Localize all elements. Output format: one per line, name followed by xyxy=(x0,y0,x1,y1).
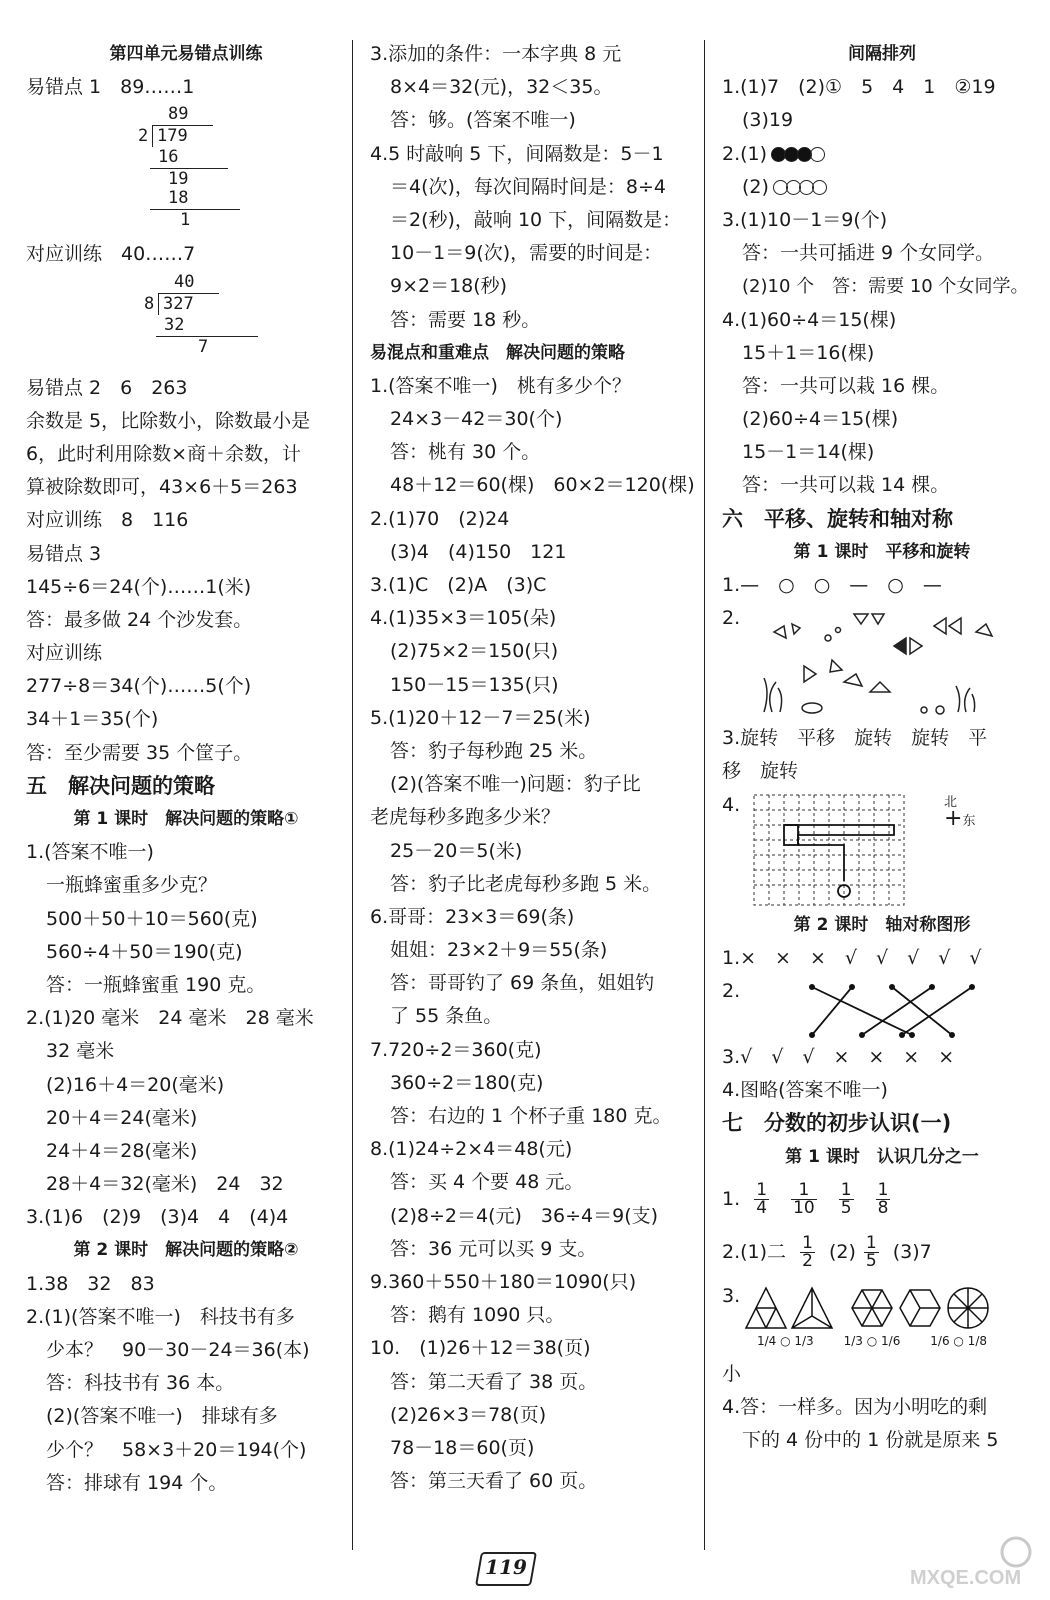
c3-line: 下的 4 份中的 1 份就是原来 5 xyxy=(742,1429,999,1452)
c1-line: 20＋4＝24(毫米) xyxy=(46,1106,198,1129)
c2-line: 7.720÷2＝360(克) xyxy=(370,1038,542,1061)
c2-line: 6.哥哥：23×3＝69(条) xyxy=(370,905,575,928)
dots-answer-1 xyxy=(722,138,1042,171)
c2-line: (2)(答案不唯一)问题：豹子比 xyxy=(390,773,641,796)
fraction xyxy=(791,1179,817,1218)
c2-line: 答：哥哥钓了 69 条鱼，姐姐钓 xyxy=(390,972,655,995)
c1-line: 对应训练 8 116 xyxy=(26,509,189,532)
fraction-den: 8 xyxy=(877,1197,889,1218)
c3-line: 移 旋转 xyxy=(722,760,799,783)
c1-line: 答：至少需要 35 个筐子。 xyxy=(26,741,253,764)
c2-line: 360÷2＝180(克) xyxy=(390,1071,544,1094)
c2-line: 答：豹子比老虎每秒多跑 5 米。 xyxy=(390,872,662,895)
compare-item: 1/6 ○ 1/8 xyxy=(930,1333,987,1348)
watermark-text: MXQE.COM xyxy=(910,1567,1022,1589)
fraction-num: 1 xyxy=(840,1179,852,1200)
dots-answer-2 xyxy=(722,171,1042,204)
watermark-logo xyxy=(906,1522,1036,1592)
c2-line: 78－18＝60(页) xyxy=(390,1436,535,1459)
fraction-den: 5 xyxy=(865,1250,877,1271)
long-division-2 xyxy=(144,271,346,357)
compass-north: 北 xyxy=(944,794,958,810)
c2-line: 2.(1)70 (2)24 xyxy=(370,507,510,530)
long-division-1 xyxy=(138,104,346,231)
c1-line: 2.(1)20 毫米 24 毫米 28 毫米 xyxy=(26,1007,314,1030)
c3-line: 1.× × × √ √ √ √ √ xyxy=(722,946,982,969)
c3-line: 答：一共可插进 9 个女同学。 xyxy=(742,242,995,265)
ld2-remainder: 7 xyxy=(156,336,258,358)
c1-line: 24＋4＝28(毫米) xyxy=(46,1139,198,1162)
c1-line: (2)(答案不唯一) 排球有多 xyxy=(46,1405,278,1428)
lesson-6-2-title: 第 2 课时 轴对称图形 xyxy=(793,914,971,935)
c3-label: (2) xyxy=(828,1240,856,1263)
c2-line: 答：鹅有 1090 只。 xyxy=(390,1304,565,1327)
c2-line: 25－20＝5(米) xyxy=(390,839,523,862)
c2-line: (2)75×2＝150(只) xyxy=(390,640,559,663)
c1-line: 对应训练 xyxy=(26,642,103,665)
fraction xyxy=(839,1179,854,1218)
c1-line: 32 毫米 xyxy=(46,1040,115,1063)
lesson-5-2-title: 第 2 课时 解决问题的策略② xyxy=(73,1240,299,1261)
c3-label: 2.(1) xyxy=(722,142,768,165)
column-2 xyxy=(370,38,695,1498)
c2-line: 9×2＝18(秒) xyxy=(390,275,508,298)
dotted-grid-diagram xyxy=(752,793,922,909)
c2-line: 3.添加的条件：一本字典 8 元 xyxy=(370,43,622,65)
interval-title: 间隔排列 xyxy=(848,44,916,64)
compare-item: 1/4 ○ 1/3 xyxy=(756,1333,814,1348)
c1-line: 余数是 5，比除数小，除数最小是 xyxy=(26,409,311,432)
fraction xyxy=(800,1232,815,1271)
c1-line: 34＋1＝35(个) xyxy=(26,708,159,731)
c3-line: 4.图略(答案不唯一) xyxy=(722,1079,888,1102)
fractions-row-2 xyxy=(722,1224,1042,1280)
c2-line: 10－1＝9(次)，需要的时间是： xyxy=(390,242,663,265)
c3-line: 4.答：一样多。因为小明吃的剩 xyxy=(722,1395,988,1418)
review-heading: 易混点和重难点 解决问题的策略 xyxy=(370,342,625,363)
c1-line: 560÷4＋50＝190(克) xyxy=(46,940,243,963)
c2-line: 答：够。(答案不唯一) xyxy=(390,109,576,132)
sea-shapes-illustration xyxy=(744,602,1034,720)
c2-line: 答：桃有 30 个。 xyxy=(390,441,541,464)
c2-line: 答：第二天看了 38 页。 xyxy=(390,1370,598,1393)
grid-figure xyxy=(722,789,1042,909)
training-1: 对应训练 40……7 xyxy=(26,243,196,266)
ld1-sub1: 16 xyxy=(158,147,179,168)
fraction-num: 1 xyxy=(756,1179,768,1200)
ld1-sub2: 18 xyxy=(168,188,189,209)
c1-line: 少本？ 90－30－24＝36(本) xyxy=(46,1339,310,1361)
c3-label: 2.(1)二 xyxy=(722,1240,787,1263)
c2-line: 答：36 元可以买 9 支。 xyxy=(390,1237,597,1260)
c3-line: 15＋1＝16(棵) xyxy=(742,341,875,364)
c2-line: (2)26×3＝78(页) xyxy=(390,1403,547,1426)
hollow-dot-icon xyxy=(812,180,827,195)
c2-line: 1.(答案不唯一) 桃有多少个？ xyxy=(370,374,631,397)
fraction-num: 1 xyxy=(877,1179,889,1200)
c3-line: (2)60÷4＝15(棵) xyxy=(742,408,899,431)
c2-line: 48＋12＝60(棵) 60×2＝120(棵) xyxy=(390,474,695,497)
fraction-den: 2 xyxy=(802,1250,813,1271)
c2-line: 4.5 时敲响 5 下，间隔数是：5－1 xyxy=(370,142,664,165)
c1-line: 易错点 3 xyxy=(26,542,102,565)
c1-line: 答：最多做 24 个沙发套。 xyxy=(26,608,253,631)
ld2-dividend: 327 xyxy=(158,293,219,315)
c1-line: 答：排球有 194 个。 xyxy=(46,1471,228,1494)
c1-line: (2)16＋4＝20(毫米) xyxy=(46,1073,225,1096)
c2-line: 24×3－42＝30(个) xyxy=(390,408,563,431)
c3-label: 2. xyxy=(722,979,741,1002)
c1-line: 3.(1)6 (2)9 (3)4 4 (4)4 xyxy=(26,1206,289,1229)
c3-line: (3)19 xyxy=(742,109,794,132)
ld2-divisor: 8 xyxy=(144,293,155,314)
c3-line: 3.(1)10－1＝9(个) xyxy=(722,208,888,231)
c3-line: 答：一共可以栽 16 棵。 xyxy=(742,374,950,397)
c2-line: 姐姐：23×2＋9＝55(条) xyxy=(390,939,608,962)
c1-line: 1.(答案不唯一) xyxy=(26,841,154,864)
fractions-row xyxy=(722,1174,1042,1224)
fraction-num: 1 xyxy=(791,1182,817,1200)
section-7-title: 七 分数的初步认识(一) xyxy=(722,1111,952,1136)
lesson-7-1-title: 第 1 课时 认识几分之一 xyxy=(785,1146,979,1167)
column-3 xyxy=(722,38,1042,1457)
c2-line: 4.(1)35×3＝105(朵) xyxy=(370,607,557,630)
c1-line: 277÷8＝34(个)……5(个) xyxy=(26,675,252,698)
fraction-num: 1 xyxy=(865,1232,877,1253)
c3-line: 4.(1)60÷4＝15(棵) xyxy=(722,308,897,331)
c2-line: 3.(1)C (2)A (3)C xyxy=(370,574,547,596)
compare-item: 1/3 ○ 1/6 xyxy=(843,1333,901,1348)
c3-line: 3.√ √ √ × × × × xyxy=(722,1045,955,1068)
ld1-remainder: 1 xyxy=(150,209,240,231)
c2-line: 150－15＝135(只) xyxy=(390,673,559,696)
c2-line: 答：需要 18 秒。 xyxy=(390,308,541,331)
ld2-sub1: 32 xyxy=(164,314,185,335)
hollow-dot-icon xyxy=(810,147,825,162)
fraction xyxy=(754,1179,769,1218)
c3-label: 4. xyxy=(722,793,741,816)
c2-line: 9.360＋550＋180＝1090(只) xyxy=(370,1270,637,1293)
c1-line: 答：科技书有 36 本。 xyxy=(46,1372,235,1395)
compass-cross-icon: + xyxy=(944,805,963,831)
c1-line: 1.38 32 83 xyxy=(26,1272,155,1295)
fraction xyxy=(864,1232,879,1271)
c3-line: 答：一共可以栽 14 棵。 xyxy=(742,474,950,497)
c2-line: 10. (1)26＋12＝38(页) xyxy=(370,1337,591,1360)
c1-line: 500＋50＋10＝560(克) xyxy=(46,907,258,930)
c2-line: (2)8÷2＝4(元) 36÷4＝9(支) xyxy=(390,1204,659,1227)
c2-line: 答：豹子每秒跑 25 米。 xyxy=(390,739,598,762)
shapes-compare-figure xyxy=(722,1280,1042,1358)
section-6-title: 六 平移、旋转和轴对称 xyxy=(722,506,953,531)
c2-line: ＝2(秒)，敲响 10 下，间隔数是： xyxy=(390,208,682,231)
c3-label: 3. xyxy=(722,1284,741,1307)
c3-line: 1.— ○ ○ — ○ — xyxy=(722,574,942,596)
c1-line: 6，此时利用除数×商＋余数，计 xyxy=(26,442,302,465)
page-number-text: 119 xyxy=(485,1555,527,1579)
c3-line: 15－1＝14(棵) xyxy=(742,441,875,464)
ld1-quotient: 89 xyxy=(168,104,189,125)
column-divider-2 xyxy=(704,40,705,1550)
c3-label: 1. xyxy=(722,1187,741,1210)
error-point-1: 易错点 1 89……1 xyxy=(26,76,195,99)
c2-line: (3)4 (4)150 121 xyxy=(390,540,567,563)
lesson-5-1-title: 第 1 课时 解决问题的策略① xyxy=(73,809,299,829)
page-number xyxy=(478,1552,534,1586)
c2-line: 8.(1)24÷2×4＝48(元) xyxy=(370,1138,573,1161)
partitioned-shapes-diagram xyxy=(742,1282,1002,1334)
column-1 xyxy=(26,38,346,1500)
c1-line: 28＋4＝32(毫米) 24 32 xyxy=(46,1173,284,1196)
c3-line: 小 xyxy=(722,1362,742,1385)
c2-line: 5.(1)20＋12－7＝25(米) xyxy=(370,706,591,729)
c3-label: (3)7 xyxy=(892,1240,932,1263)
c3-label: 2. xyxy=(722,607,741,630)
ld1-divisor: 2 xyxy=(138,126,149,147)
c2-line: 8×4＝32(元)，32＜35。 xyxy=(390,76,613,99)
c1-line: 145÷6＝24(个)……1(米) xyxy=(26,575,252,598)
unit-title: 第四单元易错点训练 xyxy=(109,44,263,64)
matching-lines-diagram xyxy=(802,979,1002,1043)
c1-line: 一瓶蜂蜜重多少克？ xyxy=(46,874,218,897)
c2-line: 答：第三天看了 60 页。 xyxy=(390,1470,598,1493)
c3-line: 3.旋转 平移 旋转 旋转 平 xyxy=(722,727,988,750)
c1-line: 2.(1)(答案不唯一) 科技书有多 xyxy=(26,1305,295,1328)
section-5-title: 五 解决问题的策略 xyxy=(26,773,215,798)
c1-line: 易错点 2 6 263 xyxy=(26,376,188,399)
c2-line: 老虎每秒多跑多少米？ xyxy=(370,806,561,829)
compass xyxy=(944,791,975,829)
c2-line: 了 55 条鱼。 xyxy=(390,1005,503,1028)
c3-line: 1.(1)7 (2)① 5 4 1 ②19 xyxy=(722,76,996,99)
c2-line: 答：右边的 1 个杯子重 180 克。 xyxy=(390,1105,672,1127)
c3-label: (2) xyxy=(742,175,769,198)
c1-line: 少个？ 58×3＋20＝194(个) xyxy=(46,1438,307,1461)
ld1-dividend: 179 xyxy=(152,125,213,147)
fraction-den: 4 xyxy=(756,1197,768,1218)
shapes-figure xyxy=(722,602,1042,722)
lesson-6-1-title: 第 1 课时 平移和旋转 xyxy=(793,541,971,562)
c3-line: (2)10 个 答：需要 10 个女同学。 xyxy=(742,276,1029,298)
compass-east: 东 xyxy=(962,813,976,829)
compare-row xyxy=(742,1334,1002,1348)
fraction-num: 1 xyxy=(802,1232,813,1253)
ld1-remainder1: 19 xyxy=(150,168,228,190)
c1-line: 答：一瓶蜂蜜重 190 克。 xyxy=(46,973,266,996)
c2-line: ＝4(次)，每次间隔时间是：8÷4 xyxy=(390,175,667,198)
c2-line: 答：买 4 个要 48 元。 xyxy=(390,1171,584,1194)
fraction xyxy=(876,1179,891,1218)
column-divider-1 xyxy=(352,40,353,1550)
fraction-den: 5 xyxy=(840,1197,852,1218)
matching-figure xyxy=(722,975,1042,1041)
ld2-quotient: 40 xyxy=(174,271,195,292)
c1-line: 算被除数即可，43×6＋5＝263 xyxy=(26,476,298,499)
fraction-den: 10 xyxy=(793,1197,815,1218)
